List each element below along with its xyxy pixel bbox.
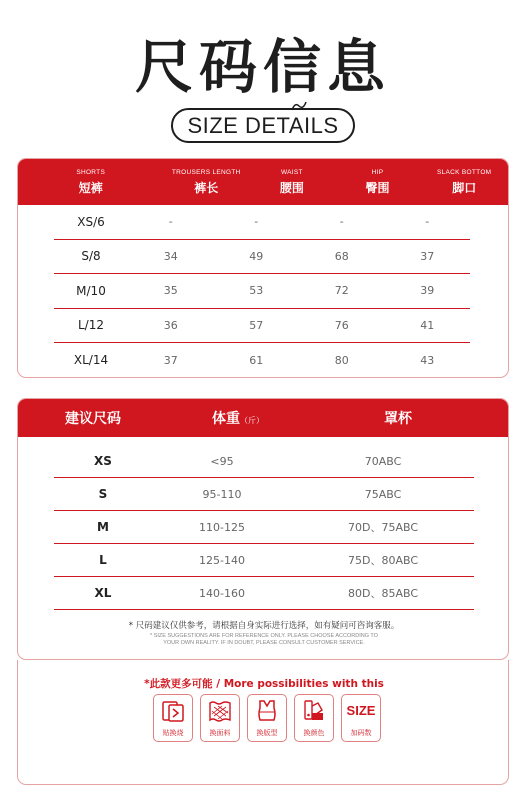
more-possibilities-card (17, 660, 509, 785)
size-note-en: * SIZE SUGGESTIONS ARE FOR REFERENCE ONLY. PLEASE CHOOSE ACCORDING TO YOUR OWN REALITY. IF IN DOUBT, PLEASE CONSULT CUSTOMER SERVICE. (150, 633, 378, 646)
garment-shape-icon (254, 698, 280, 724)
table-row: M 110-125 70D、75ABC (54, 511, 474, 544)
option-size: SIZE 加码数 (341, 694, 381, 742)
swap-sticker-icon (160, 698, 186, 724)
size-table-body (54, 205, 470, 378)
table-row: XS/6 - - - - (54, 205, 470, 240)
table-row: XS <95 70ABC (54, 445, 474, 478)
page-title-en (171, 108, 354, 143)
table-row: XL 140-160 80D、85ABC (54, 577, 474, 610)
page-title-en-wrap (0, 108, 526, 143)
option-color: 换颜色 (294, 694, 334, 742)
option-fabric: 换面料 (200, 694, 240, 742)
table-row: L/12 36 57 76 41 (54, 309, 470, 344)
suggest-table-card (17, 398, 509, 660)
table-row: M/10 35 53 72 39 (54, 274, 470, 309)
suggest-table-body (54, 445, 474, 610)
option-garment-shape: 换版型 (247, 694, 287, 742)
header-slack-bottom: SLACK BOTTOM 脚口 (436, 168, 492, 195)
option-swap-sticker: 贴换烧 (153, 694, 193, 742)
size-table-header (18, 159, 508, 205)
size-note-cn: * 尺码建议仅供参考，请根据自身实际进行选择，如有疑问可咨询客服。 (128, 621, 400, 631)
header-shorts: SHORTS 短裤 (76, 168, 106, 195)
header-weight: 体重（斤） (212, 411, 264, 427)
fabric-icon (207, 698, 233, 724)
header-suggest-size: 建议尺码 (65, 411, 121, 427)
table-row: S 95-110 75ABC (54, 478, 474, 511)
color-swatch-icon (301, 698, 327, 724)
table-row: XL/14 37 61 80 43 (73, 353, 435, 368)
page-title-cn: 尺码信息 (134, 33, 391, 101)
header-trousers-length: TROUSERS LENGTH 裤长 (171, 168, 241, 195)
suggest-table-header (18, 399, 508, 437)
header-weight-unit: （斤） (240, 416, 264, 425)
sparkle-icon (291, 101, 307, 111)
table-row: S/8 34 49 68 37 (54, 240, 470, 275)
header-hip: HIP 臀围 (365, 168, 390, 195)
header-waist: WAIST 腰围 (279, 168, 304, 195)
size-table-card (17, 158, 509, 378)
header-cup: 罩杯 (384, 411, 412, 427)
more-possibilities-title: *此款更多可能 / More possibilities with this (144, 678, 384, 690)
table-row: L 125-140 75D、80ABC (54, 544, 474, 577)
options-icons (153, 694, 381, 742)
page-title-en-text: SIZE DETAILS (187, 113, 339, 138)
size-icon: SIZE (346, 703, 376, 718)
